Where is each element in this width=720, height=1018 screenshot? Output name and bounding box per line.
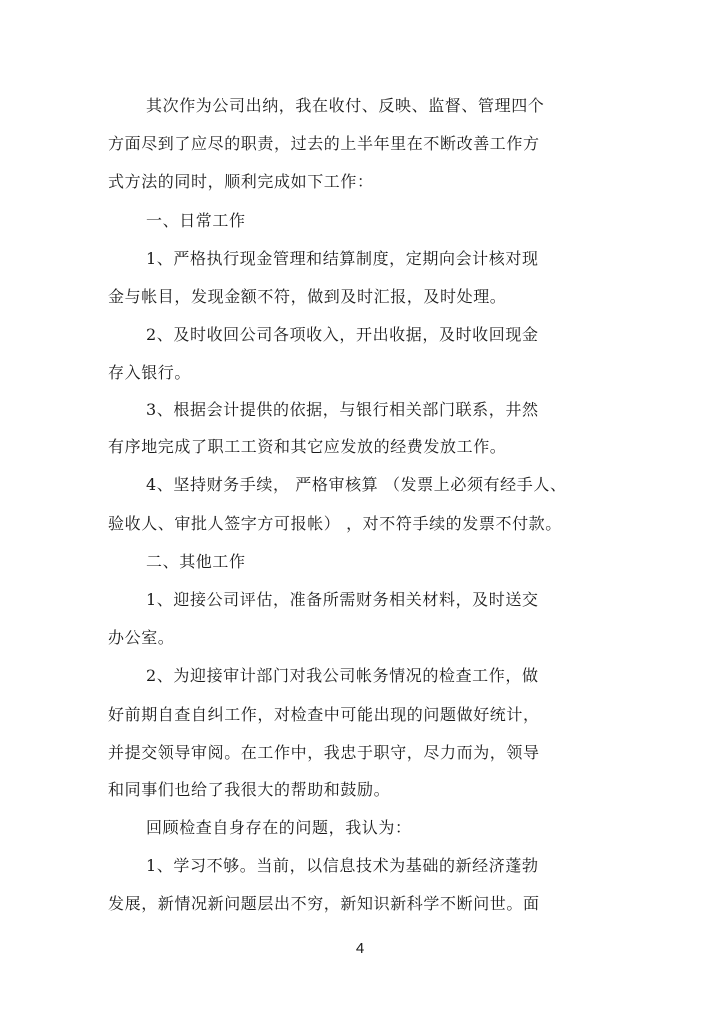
paragraph-line: 4、坚持财务手续， 严格审核算 （发票上必须有经手人、 bbox=[146, 475, 567, 494]
paragraph-line: 好前期自查自纠工作，对检查中可能出现的问题做好统计， bbox=[108, 705, 540, 724]
paragraph-line: 1、严格执行现金管理和结算制度，定期向会计核对现 bbox=[146, 249, 539, 268]
paragraph-line: 3、根据会计提供的依据，与银行相关部门联系，井然 bbox=[146, 400, 539, 419]
paragraph-line: 2、及时收回公司各项收入，开出收据，及时收回现金 bbox=[146, 325, 539, 344]
paragraph-line: 1、学习不够。当前，以信息技术为基础的新经济蓬勃 bbox=[146, 856, 539, 875]
paragraph-line: 办公室。 bbox=[108, 628, 175, 647]
paragraph-line: 其次作为公司出纳，我在收付、反映、监督、管理四个 bbox=[146, 96, 545, 115]
page-number: 4 bbox=[355, 940, 365, 957]
paragraph-line: 2、为迎接审计部门对我公司帐务情况的检查工作，做 bbox=[146, 666, 539, 685]
paragraph-line: 1、迎接公司评估，准备所需财务相关材料，及时送交 bbox=[146, 590, 539, 609]
paragraph-line: 回顾检查自身存在的问题，我认为： bbox=[146, 818, 412, 837]
paragraph-line: 并提交领导审阅。在工作中，我忠于职守，尽力而为，领导 bbox=[108, 743, 540, 762]
paragraph-line: 存入银行。 bbox=[108, 363, 192, 382]
paragraph-line: 金与帐目，发现金额不符，做到及时汇报，及时处理。 bbox=[108, 287, 507, 306]
paragraph-line: 有序地完成了职工工资和其它应发放的经费发放工作。 bbox=[108, 437, 507, 456]
paragraph-line: 验收人、审批人签字方可报帐） ，对不符手续的发票不付款。 bbox=[108, 514, 562, 533]
paragraph-line: 发展，新情况新问题层出不穷，新知识新科学不断问世。面 bbox=[108, 894, 540, 913]
paragraph-line: 和同事们也给了我很大的帮助和鼓励。 bbox=[108, 780, 391, 799]
paragraph-line: 方面尽到了应尽的职责，过去的上半年里在不断改善工作方 bbox=[108, 134, 540, 153]
section-heading: 二、其他工作 bbox=[146, 552, 246, 571]
section-heading: 一、日常工作 bbox=[146, 211, 246, 230]
paragraph-line: 式方法的同时，顺利完成如下工作： bbox=[108, 172, 374, 191]
